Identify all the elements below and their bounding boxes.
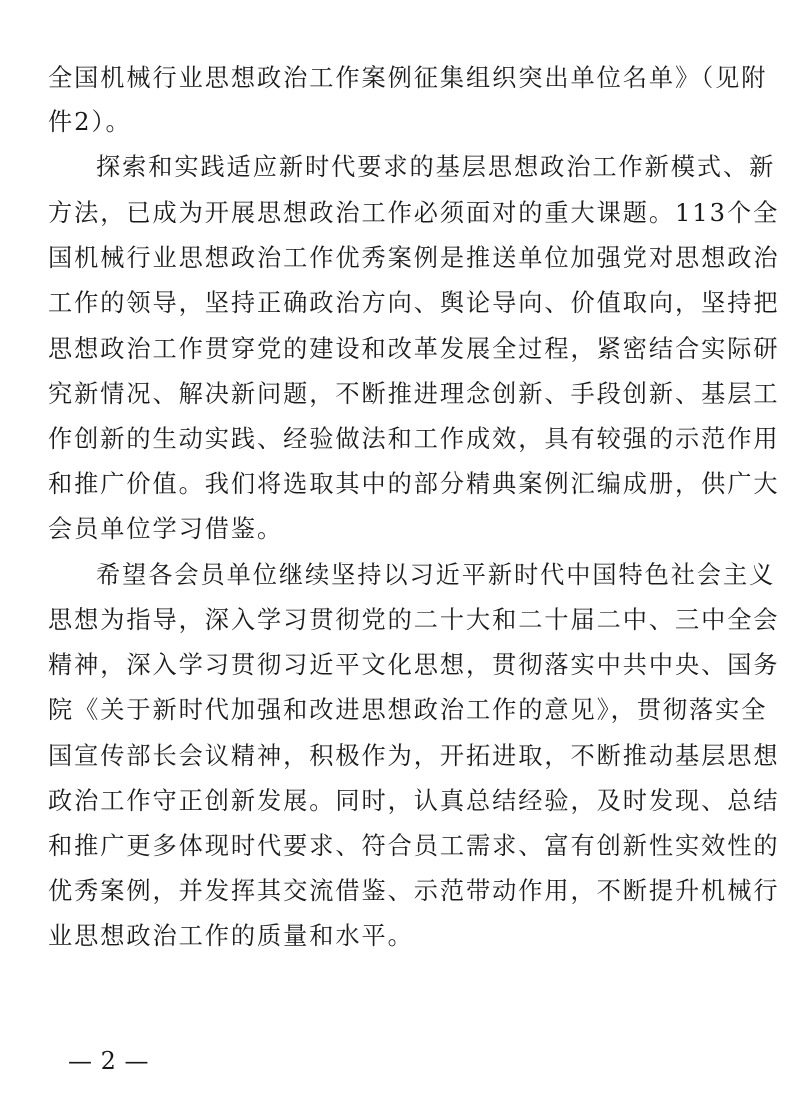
text-line: 精神，深入学习贯彻习近平文化思想，贯彻落实中共中央、国务 — [48, 651, 780, 679]
text-line: 业思想政治工作的质量和水平。 — [48, 922, 414, 950]
text-line: 探索和实践适应新时代要求的基层思想政治工作新模式、新 — [96, 153, 776, 181]
text-line: 和推广更多体现时代要求、符合员工需求、富有创新性实效性的 — [48, 832, 780, 860]
page-number: — 2 — — [68, 1047, 149, 1075]
text-line: 全国机械行业思想政治工作案例征集组织突出单位名单》（见附 — [48, 64, 768, 92]
text-line: 希望各会员单位继续坚持以习近平新时代中国特色社会主义 — [96, 561, 776, 589]
text-line: 工作的领导，坚持正确政治方向、舆论导向、价值取向，坚持把 — [48, 289, 780, 317]
text-line: 思想政治工作贯穿党的建设和改革发展全过程，紧密结合实际研 — [48, 335, 780, 363]
text-line: 国机械行业思想政治工作优秀案例是推送单位加强党对思想政治 — [48, 244, 780, 272]
text-line: 院《关于新时代加强和改进思想政治工作的意见》，贯彻落实全 — [48, 696, 768, 724]
text-line: 优秀案例，并发挥其交流借鉴、示范带动作用，不断提升机械行 — [48, 877, 780, 905]
text-line: 政治工作守正创新发展。同时，认真总结经验，及时发现、总结 — [48, 787, 780, 815]
text-line: 作创新的生动实践、经验做法和工作成效，具有较强的示范作用 — [48, 425, 780, 453]
text-line: 究新情况、解决新问题，不断推进理念创新、手段创新、基层工 — [48, 380, 780, 408]
text-line: 方法，已成为开展思想政治工作必须面对的重大课题。113个全 — [48, 199, 780, 227]
text-line: 和推广价值。我们将选取其中的部分精典案例汇编成册，供广大 — [48, 470, 780, 498]
text-line: 国宣传部长会议精神，积极作为，开拓进取，不断推动基层思想 — [48, 742, 780, 770]
text-line: 件2）。 — [48, 108, 132, 136]
text-line: 会员单位学习借鉴。 — [48, 515, 284, 543]
text-line: 思想为指导，深入学习贯彻党的二十大和二十届二中、三中全会 — [48, 606, 780, 634]
